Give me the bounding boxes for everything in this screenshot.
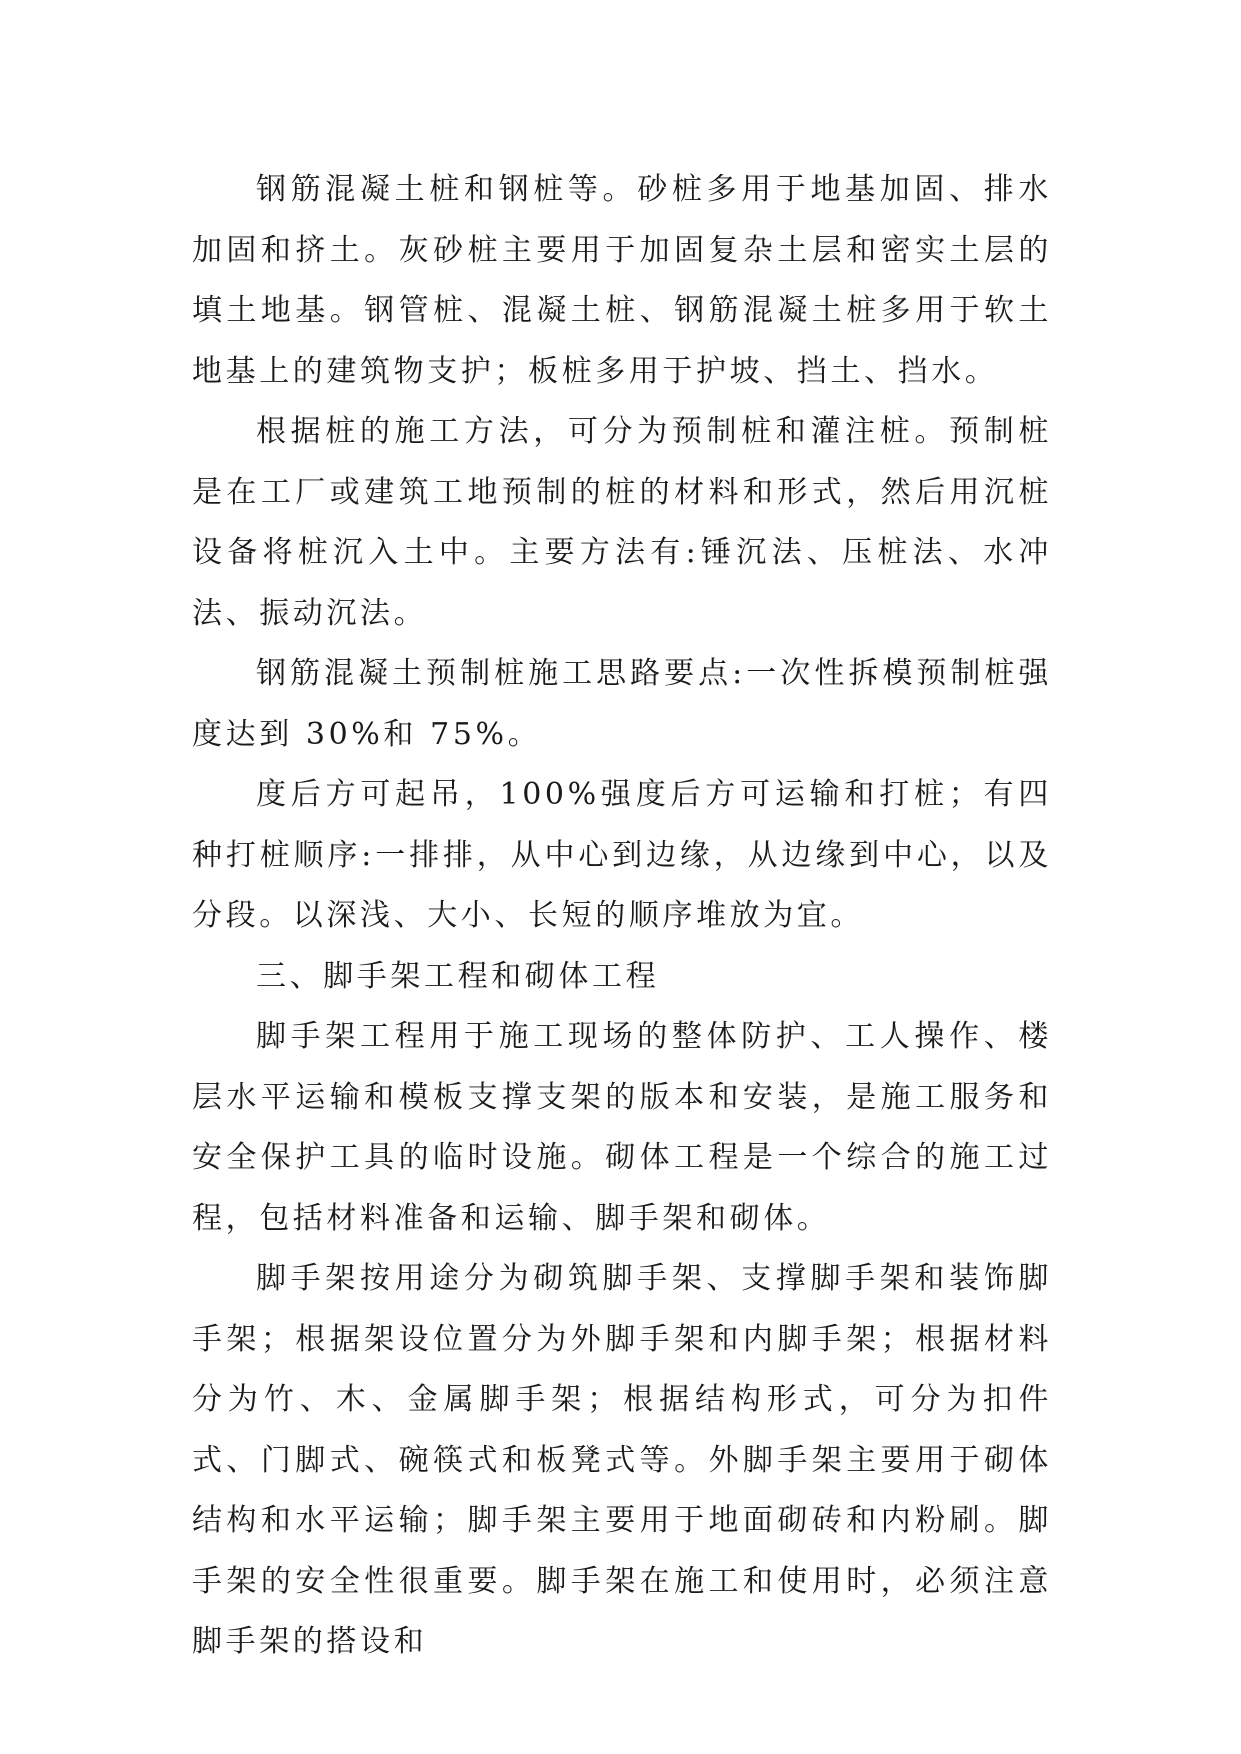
paragraph-scaffolding-overview: 脚手架工程用于施工现场的整体防护、工人操作、楼层水平运输和模板支撑支架的版本和安装，是施工服务和安全保护工具的临时设施。砌体工程是一个综合的施工过程，包括材料准备和运输、脚手架和砌体。 — [192, 1019, 1052, 1236]
document-body — [192, 160, 1052, 1673]
paragraph-construction-methods: 根据桩的施工方法，可分为预制桩和灌注桩。预制桩是在工厂或建筑工地预制的桩的材料和形式，然后用沉桩设备将桩沉入土中。主要方法有:锤沉法、压桩法、水冲法、振动沉法。 — [192, 414, 1052, 631]
paragraph-precast-pile-key-points: 钢筋混凝土预制桩施工思路要点:一次性拆模预制桩强度达到 30%和 75%。 — [192, 656, 1052, 752]
paragraph-pile-types: 钢筋混凝土桩和钢桩等。砂桩多用于地基加固、排水加固和挤土。灰砂桩主要用于加固复杂土层和密实土层的填土地基。钢管桩、混凝土桩、钢筋混凝土桩多用于软土地基上的建筑物支护；板桩多用于护坡、挡土、挡水。 — [192, 172, 1052, 389]
section-heading-scaffolding-masonry: 三、脚手架工程和砌体工程 — [256, 958, 660, 994]
paragraph-lifting-and-driving-order: 度后方可起吊，100%强度后方可运输和打桩；有四种打桩顺序:一排排，从中心到边缘，从边缘到中心，以及分段。以深浅、大小、长短的顺序堆放为宜。 — [192, 777, 1052, 933]
paragraph-scaffolding-classification: 脚手架按用途分为砌筑脚手架、支撑脚手架和装饰脚手架；根据架设位置分为外脚手架和内脚手架；根据材料分为竹、木、金属脚手架；根据结构形式，可分为扣件式、门脚式、碗筷式和板凳式等。外脚手架主要用于砌体结构和水平运输；脚手架主要用于地面砌砖和内粉刷。脚手架的安全性很重要。脚手架在施工和使用时，必须注意脚手架的搭设和 — [192, 1261, 1052, 1659]
